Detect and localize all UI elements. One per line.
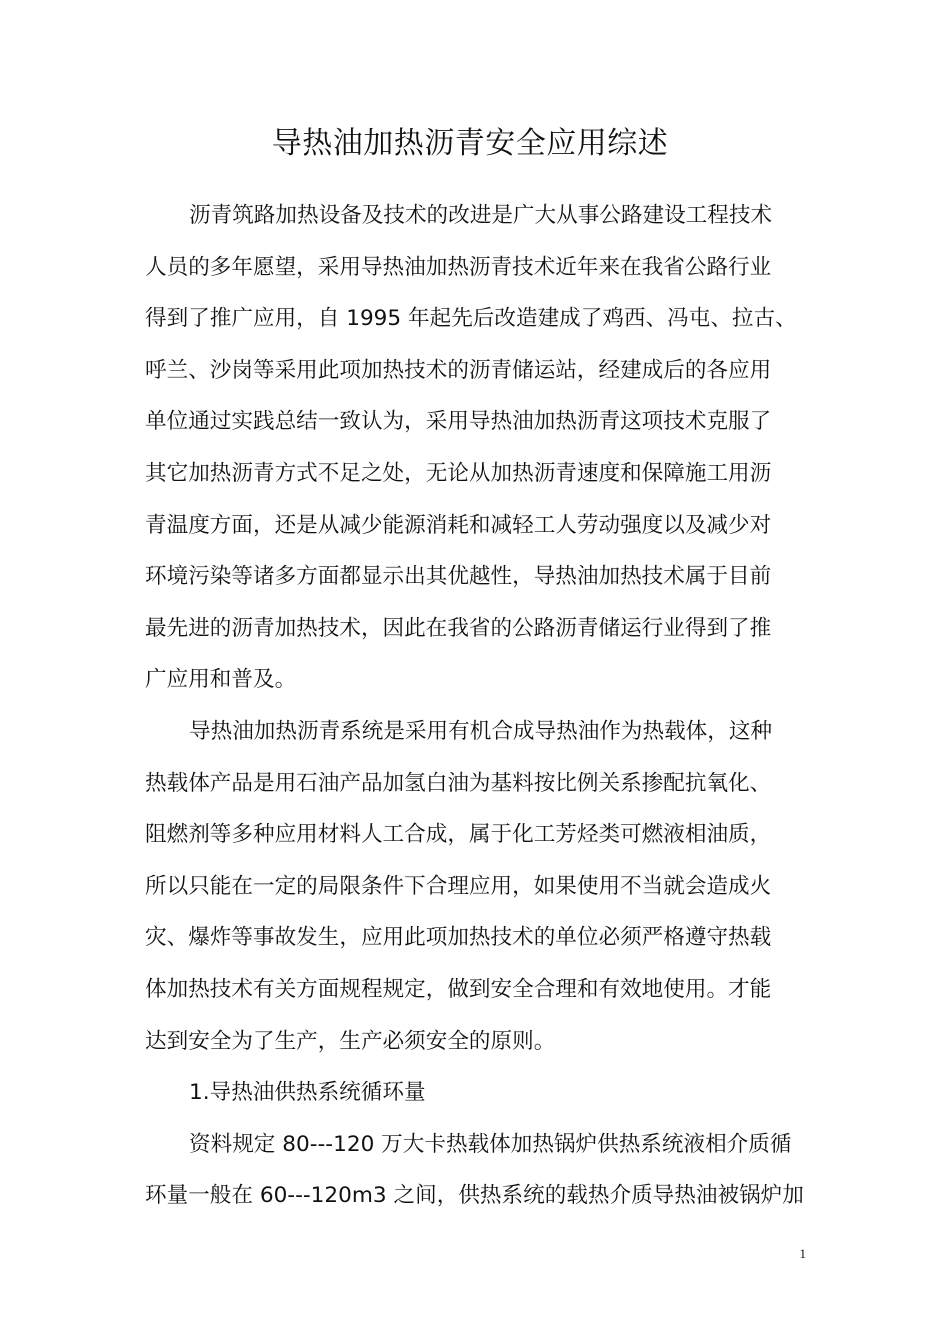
paragraph-line: 灾、爆炸等事故发生，应用此项加热技术的单位必须严格遵守热载 [145,925,772,951]
document-body [145,190,804,1222]
paragraph-line: 所以只能在一定的局限条件下合理应用，如果使用不当就会造成火 [145,873,772,899]
section-heading: 1.导热油供热系统循环量 [189,1080,426,1106]
paragraph-line: 导热油加热沥青系统是采用有机合成导热油作为热载体，这种 [189,718,773,744]
paragraph-line: 最先进的沥青加热技术，因此在我省的公路沥青储运行业得到了推 [145,615,772,641]
paragraph-line: 环境污染等诸多方面都显示出其优越性，导热油加热技术属于目前 [145,564,772,590]
paragraph-line: 环量一般在 60---120m3 之间，供热系统的载热介质导热油被锅炉加 [145,1183,804,1209]
paragraph-line: 达到安全为了生产，生产必须安全的原则。 [145,1028,556,1054]
paragraph-line: 热载体产品是用石油产品加氢白油为基料按比例关系掺配抗氧化、 [145,770,772,796]
paragraph-line: 青温度方面，还是从减少能源消耗和减轻工人劳动强度以及减少对 [145,512,772,538]
paragraph-line: 体加热技术有关方面规程规定，做到安全合理和有效地使用。才能 [145,976,772,1002]
paragraph-line: 沥青筑路加热设备及技术的改进是广大从事公路建设工程技术 [189,203,773,228]
paragraph-line: 广应用和普及。 [145,667,297,693]
document-title: 导热油加热沥青安全应用综述 [271,126,669,161]
paragraph-line: 人员的多年愿望，采用导热油加热沥青技术近年来在我省公路行业 [145,254,772,280]
paragraph-line: 呼兰、沙岗等采用此项加热技术的沥青储运站，经建成后的各应用 [145,357,772,383]
paragraph-line: 单位通过实践总结一致认为，采用导热油加热沥青这项技术克服了 [145,409,772,435]
paragraph-line: 资料规定 80---120 万大卡热载体加热锅炉供热系统液相介质循 [189,1131,792,1157]
paragraph-line: 得到了推广应用，自 1995 年起先后改造建成了鸡西、冯屯、拉古、 [145,306,797,332]
paragraph-line: 其它加热沥青方式不足之处，无论从加热沥青速度和保障施工用沥 [145,460,772,486]
paragraph-line: 阻燃剂等多种应用材料人工合成，属于化工芳烃类可燃液相油质， [145,822,772,848]
page-number: 1 [799,1246,806,1261]
